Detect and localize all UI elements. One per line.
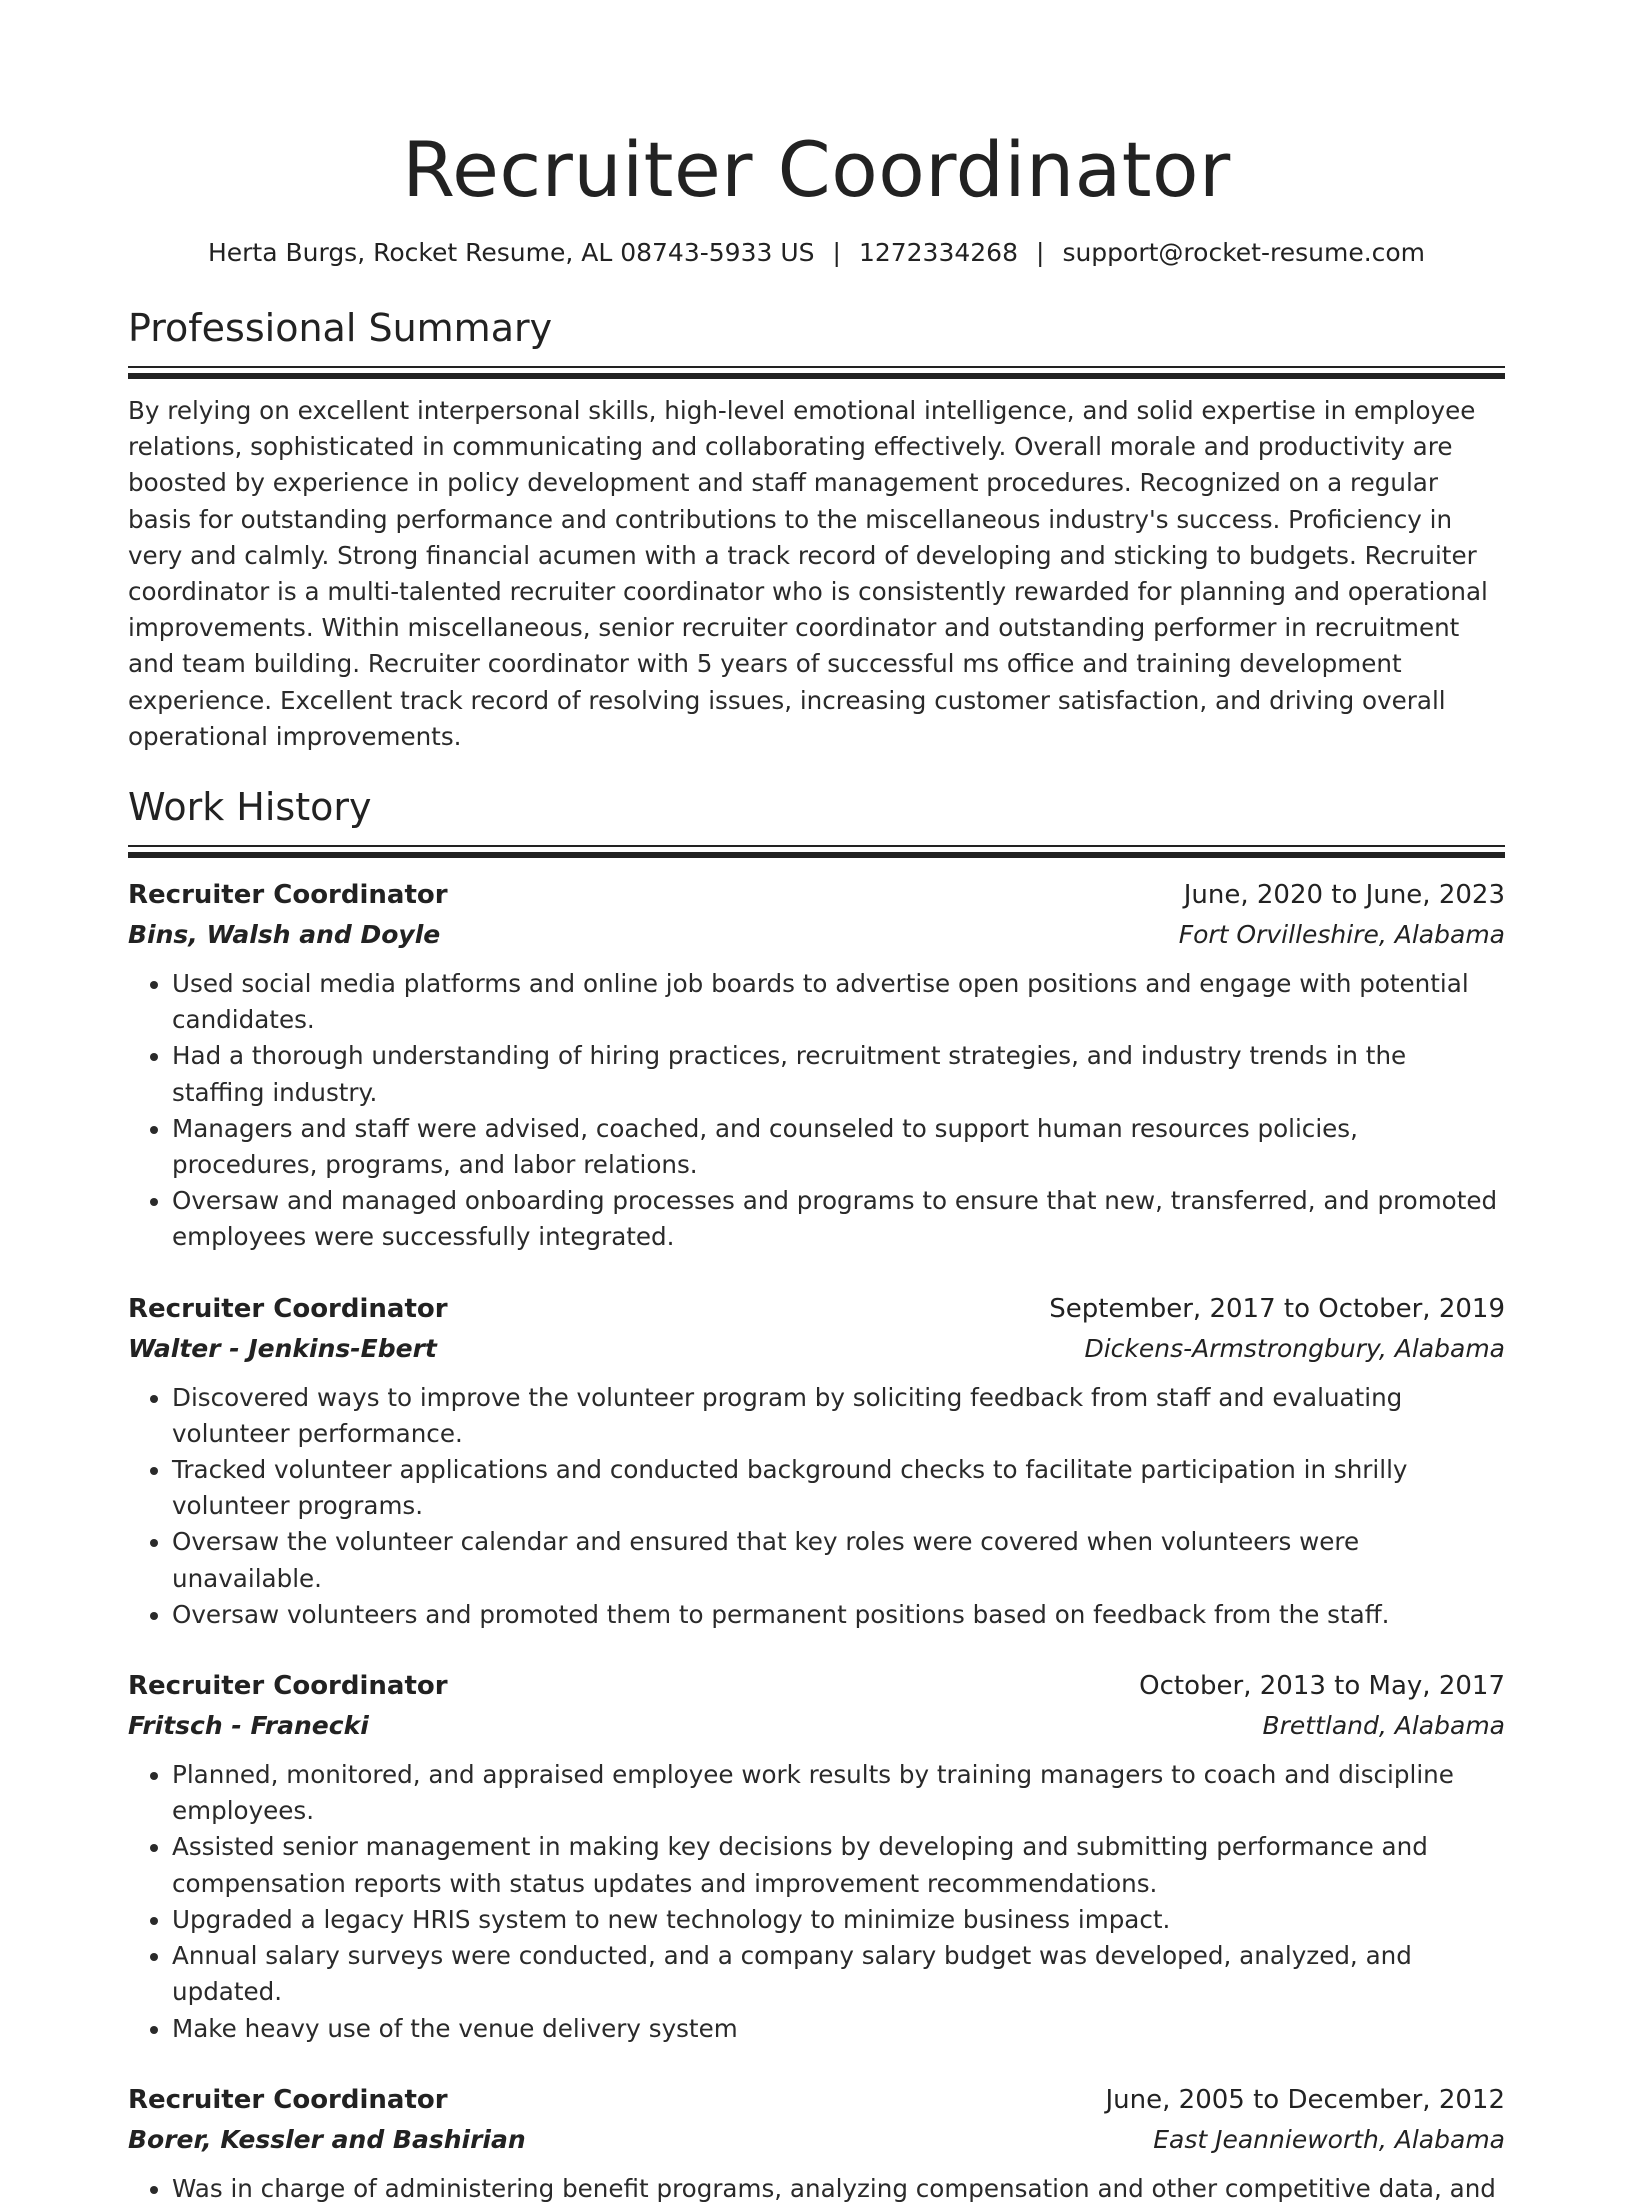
job-entry — [128, 1667, 1505, 2047]
section-title-work: Work History — [128, 785, 372, 830]
job-bullet: • Was in charge of administering benefit programs, analyzing compensation and other competitive data, and — [172, 2171, 1505, 2207]
job-bullet: • Managers and staff were advised, coached, and counseled to support human resources policies, procedures, programs, and labor relations. — [172, 1111, 1505, 1183]
job-dates: June, 2020 to June, 2023 — [1183, 880, 1505, 911]
job-bullet: • Upgraded a legacy HRIS system to new technology to minimize business impact. — [172, 1902, 1505, 1938]
contact-address: Herta Burgs, Rocket Resume, AL 08743-5933 US — [207, 238, 815, 267]
job-dates: June, 2005 to December, 2012 — [1105, 2084, 1505, 2115]
job-company: Walter - Jenkins-Ebert — [128, 1333, 437, 1363]
contact-line — [128, 236, 1505, 270]
job-dates: September, 2017 to October, 2019 — [1049, 1293, 1505, 1324]
job-company: Borer, Kessler and Bashirian — [128, 2124, 526, 2154]
job-company: Bins, Walsh and Doyle — [128, 920, 441, 950]
job-location: Brettland, Alabama — [1262, 1711, 1505, 1741]
section-title-summary: Professional Summary — [128, 306, 553, 350]
job-bullet: • Oversaw the volunteer calendar and ensured that key roles were covered when volunteers were unavailable. — [172, 1524, 1505, 1596]
job-location: East Jeannieworth, Alabama — [1153, 2124, 1505, 2154]
professional-summary-section — [128, 304, 1505, 755]
job-bullet: • Used social media platforms and online job boards to advertise open positions and engage with potential candidates. — [172, 966, 1505, 1038]
job-bullet: • Had a thorough understanding of hiring practices, recruitment strategies, and industry trends in the staffing industry. — [172, 1038, 1505, 1110]
job-title: Recruiter Coordinator — [128, 1671, 448, 1702]
job-bullet: • Discovered ways to improve the volunteer program by soliciting feedback from staff and evaluating volunteer performance. — [172, 1380, 1505, 1452]
job-location: Fort Orvilleshire, Alabama — [1178, 920, 1505, 950]
resume-page — [128, 0, 1505, 2207]
job-bullets — [128, 2171, 1505, 2207]
summary-text: By relying on excellent interpersonal skills, high-level emotional intelligence, and solid expertise in employee relations, sophisticated in communicating and collaborating effectively. Overall morale and productivity are boosted by experience in policy development and staff management procedures. Recognized on a regular basis for outstanding performance and contributions to the miscellaneous industry's success. Proficiency in very and calmly. Strong financial acumen with a track record of developing and sticking to budgets. Recruiter coordinator is a multi-talented recruiter coordinator who is consistently rewarded for planning and operational improvements. Within miscellaneous, senior recruiter coordinator and outstanding performer in recruitment and team building. Recruiter coordinator with 5 years of successful ms office and training development experience. Excellent track record of resolving issues, increasing customer satisfaction, and driving overall operational improvements. — [128, 396, 1488, 751]
job-entry — [128, 1290, 1505, 1633]
section-divider — [128, 366, 1505, 379]
job-bullet: • Oversaw volunteers and promoted them to permanent positions based on feedback from the staff. — [172, 1597, 1505, 1633]
job-bullet: • Annual salary surveys were conducted, and a company salary budget was developed, analyzed, and updated. — [172, 1938, 1505, 2010]
job-bullets — [128, 1757, 1505, 2047]
contact-separator: | — [832, 238, 841, 267]
job-bullet: • Tracked volunteer applications and conducted background checks to facilitate participation in shrilly volunteer programs. — [172, 1452, 1505, 1524]
job-entry — [128, 876, 1505, 1256]
contact-separator: | — [1036, 238, 1045, 267]
section-divider — [128, 845, 1505, 858]
job-bullet: • Make heavy use of the venue delivery system — [172, 2011, 1505, 2047]
resume-name: Recruiter Coordinator — [402, 125, 1231, 214]
job-entry — [128, 2081, 1505, 2207]
job-title: Recruiter Coordinator — [128, 2084, 448, 2115]
job-bullet: • Planned, monitored, and appraised employee work results by training managers to coach and discipline employees. — [172, 1757, 1505, 1829]
job-location: Dickens-Armstrongbury, Alabama — [1084, 1333, 1505, 1363]
work-history-section — [128, 783, 1505, 2207]
job-bullets — [128, 1380, 1505, 1633]
job-title: Recruiter Coordinator — [128, 1293, 448, 1324]
job-bullet: • Oversaw and managed onboarding processes and programs to ensure that new, transferred, and promoted employees were successfully integrated. — [172, 1183, 1505, 1255]
job-dates: October, 2013 to May, 2017 — [1139, 1671, 1505, 1702]
contact-phone: 1272334268 — [858, 238, 1018, 267]
job-company: Fritsch - Franecki — [128, 1711, 369, 1741]
job-title: Recruiter Coordinator — [128, 880, 448, 911]
job-bullet: • Assisted senior management in making key decisions by developing and submitting performance and compensation reports with status updates and improvement recommendations. — [172, 1829, 1505, 1901]
contact-email: support@rocket-resume.com — [1062, 238, 1426, 267]
job-bullets — [128, 966, 1505, 1256]
